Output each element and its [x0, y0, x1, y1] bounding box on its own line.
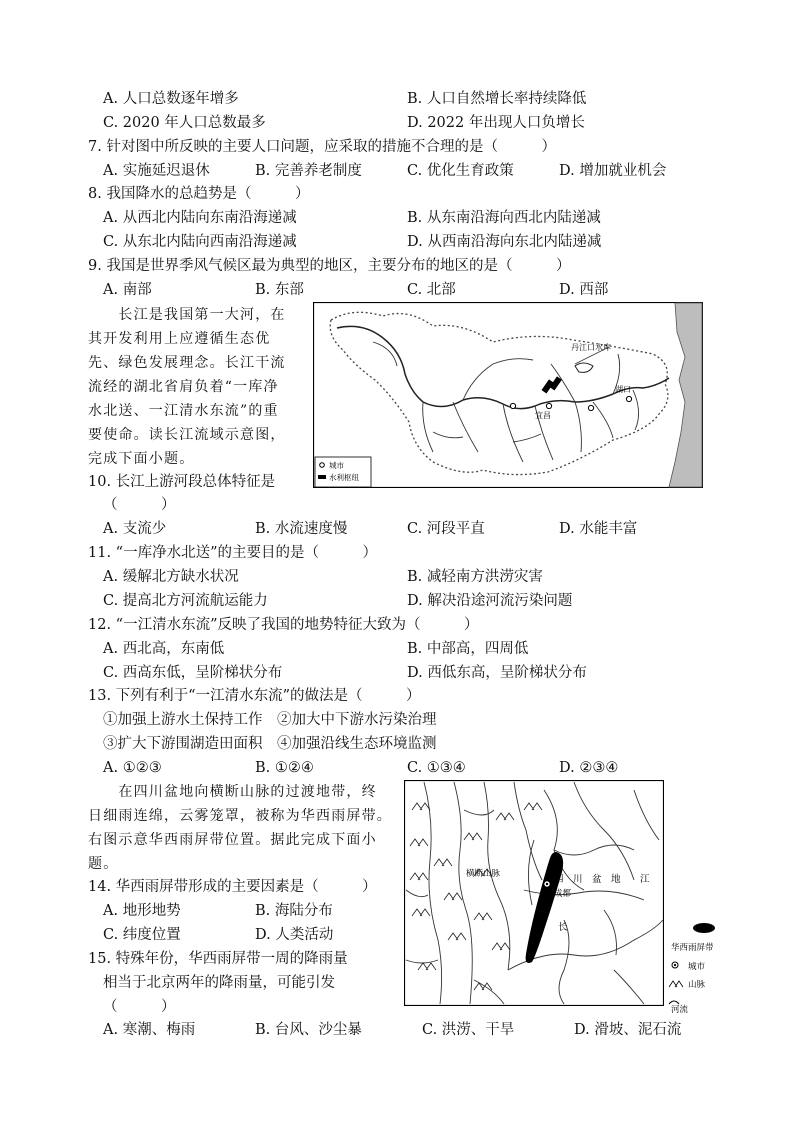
q9-option-a: A. 南部	[103, 282, 152, 298]
passage2-line: 在四川盆地向横断山脉的过渡地带，终	[88, 784, 377, 800]
q15-blank: （ ）	[103, 999, 176, 1015]
legend-city: 城市	[688, 962, 706, 972]
q14-option-c: C. 纬度位置	[103, 927, 181, 943]
q13-stem: 13. 下列有利于“一江清水东流”的做法是（ ）	[88, 688, 421, 704]
rain-screen-legend	[668, 922, 732, 1014]
q9-option-b: B. 东部	[255, 282, 304, 298]
legend-dam-symbol	[318, 475, 326, 479]
passage1-line: 长江是我国第一大河，在	[88, 307, 286, 323]
q13-option-b: B. ①②④	[255, 760, 314, 776]
q14-option-b: B. 海陆分布	[255, 903, 333, 919]
legend-mountain: 山脉	[688, 980, 706, 990]
q10-blank: （ ）	[103, 497, 176, 513]
legend-river: 河流	[671, 1005, 689, 1014]
q10-option-b: B. 水流速度慢	[255, 521, 348, 537]
q10-option-d: D. 水能丰富	[559, 521, 638, 537]
q8-option-d: D. 从西南沿海向东北内陆递减	[407, 234, 602, 250]
q6-option-a: A. 人口总数逐年增多	[103, 91, 239, 107]
q11-stem: 11. “一库净水北送”的主要目的是（ ）	[88, 545, 377, 561]
q10-option-c: C. 河段平直	[407, 521, 485, 537]
q11-option-b: B. 减轻南方洪涝灾害	[407, 569, 543, 585]
passage1-line: 流经的湖北省肩负着“一库净	[88, 379, 279, 395]
q6-option-d: D. 2022 年出现人口负增长	[407, 115, 585, 131]
rain-screen-map	[404, 780, 664, 1006]
q7-option-d: D. 增加就业机会	[559, 163, 667, 179]
q6-option-b: B. 人口自然增长率持续降低	[407, 91, 587, 107]
legend-band: 华西雨屏带	[671, 943, 714, 953]
passage1-line: 其开发利用上应遵循生态优	[88, 331, 271, 347]
q11-option-d: D. 解决沿途河流污染问题	[407, 593, 573, 609]
passage2-line: 题。	[88, 856, 119, 872]
q9-option-d: D. 西部	[559, 282, 609, 298]
q8-option-a: A. 从西北内陆向东南沿海递减	[103, 210, 297, 226]
q13-option-c: C. ①③④	[407, 760, 466, 776]
q13-statements-1: ①加强上游水土保持工作 ②加大中下游水污染治理	[103, 712, 437, 728]
passage2-line: 日细雨连绵，云雾笼罩，被称为华西雨屏带。	[88, 808, 392, 824]
q14-option-a: A. 地形地势	[103, 903, 181, 919]
passage1-line: 水北送、一江清水东流”的重	[88, 403, 279, 419]
q7-option-c: C. 优化生育政策	[407, 163, 514, 179]
q15-option-c: C. 洪涝、干旱	[422, 1022, 515, 1038]
label-sichuan-basin: 四 川 盆 地	[554, 874, 621, 885]
q15-option-d: D. 滑坡、泥石流	[574, 1022, 682, 1038]
q8-option-b: B. 从东南沿海向西北内陆递减	[407, 210, 601, 226]
q12-stem: 12. “一江清水东流”反映了我国的地势特征大致为（ ）	[88, 617, 479, 633]
q10-option-a: A. 支流少	[103, 521, 167, 537]
label-danjiangkou: 丹江口水库	[571, 343, 611, 352]
q15-stem-2: 相当于北京两年的降雨量，可能引发	[103, 975, 335, 991]
q12-option-d: D. 西低东高，呈阶梯状分布	[407, 665, 587, 681]
q11-option-a: A. 缓解北方缺水状况	[103, 569, 239, 585]
q7-option-b: B. 完善养老制度	[255, 163, 362, 179]
passage1-line: 要使命。读长江流域示意图，	[88, 427, 286, 443]
legend-dam: 水利枢纽	[329, 473, 359, 482]
label-jiang: 江	[640, 874, 650, 885]
q9-option-c: C. 北部	[407, 282, 456, 298]
legend-mountain-symbol	[669, 981, 683, 987]
q7-stem: 7. 针对图中所反映的主要人口问题，应采取的措施不合理的是（ ）	[88, 139, 556, 155]
q13-option-a: A. ①②③	[103, 760, 162, 776]
label-chengdu: 成都	[554, 889, 572, 899]
label-yichang: 宜昌	[535, 411, 551, 420]
q14-option-d: D. 人类活动	[255, 927, 334, 943]
q15-option-b: B. 台风、沙尘暴	[255, 1022, 362, 1038]
legend-city-symbol	[320, 463, 325, 468]
q10-stem: 10. 长江上游河段总体特征是	[88, 474, 276, 490]
legend-river-symbol	[669, 1001, 679, 1004]
q9-stem: 9. 我国是世界季风气候区最为典型的地区，主要分布的地区的是（ ）	[88, 258, 571, 274]
label-hukou: 湖口	[615, 385, 631, 394]
q13-statements-2: ③扩大下游围湖造田面积 ④加强沿线生态环境监测	[103, 736, 437, 752]
q15-option-a: A. 寒潮、梅雨	[103, 1022, 196, 1038]
q13-option-d: D. ②③④	[559, 760, 619, 776]
q11-option-c: C. 提高北方河流航运能力	[103, 593, 268, 609]
label-hengduan: 横断山脉	[466, 869, 501, 879]
passage2-line: 右图示意华西雨屏带位置。据此完成下面小	[88, 832, 377, 848]
q6-option-c: C. 2020 年人口总数最多	[103, 115, 266, 131]
label-chang: 长	[558, 922, 568, 933]
legend-band-symbol	[693, 923, 715, 933]
q12-option-a: A. 西北高，东南低	[103, 641, 225, 657]
q12-option-b: B. 中部高，四周低	[407, 641, 529, 657]
q8-stem: 8. 我国降水的总趋势是（ ）	[88, 186, 310, 202]
q8-option-c: C. 从东北内陆向西南沿海递减	[103, 234, 297, 250]
passage1-line: 先、绿色发展理念。长江干流	[88, 355, 286, 371]
passage1-line: 完成下面小题。	[88, 451, 195, 467]
q14-stem: 14. 华西雨屏带形成的主要因素是（ ）	[88, 879, 377, 895]
yangtze-basin-map	[313, 302, 703, 488]
legend-city: 城市	[329, 461, 344, 470]
q15-stem-1: 15. 特殊年份，华西雨屏带一周的降雨量	[88, 951, 348, 967]
q7-option-a: A. 实施延迟退休	[103, 163, 210, 179]
q12-option-c: C. 西高东低，呈阶梯状分布	[103, 665, 283, 681]
